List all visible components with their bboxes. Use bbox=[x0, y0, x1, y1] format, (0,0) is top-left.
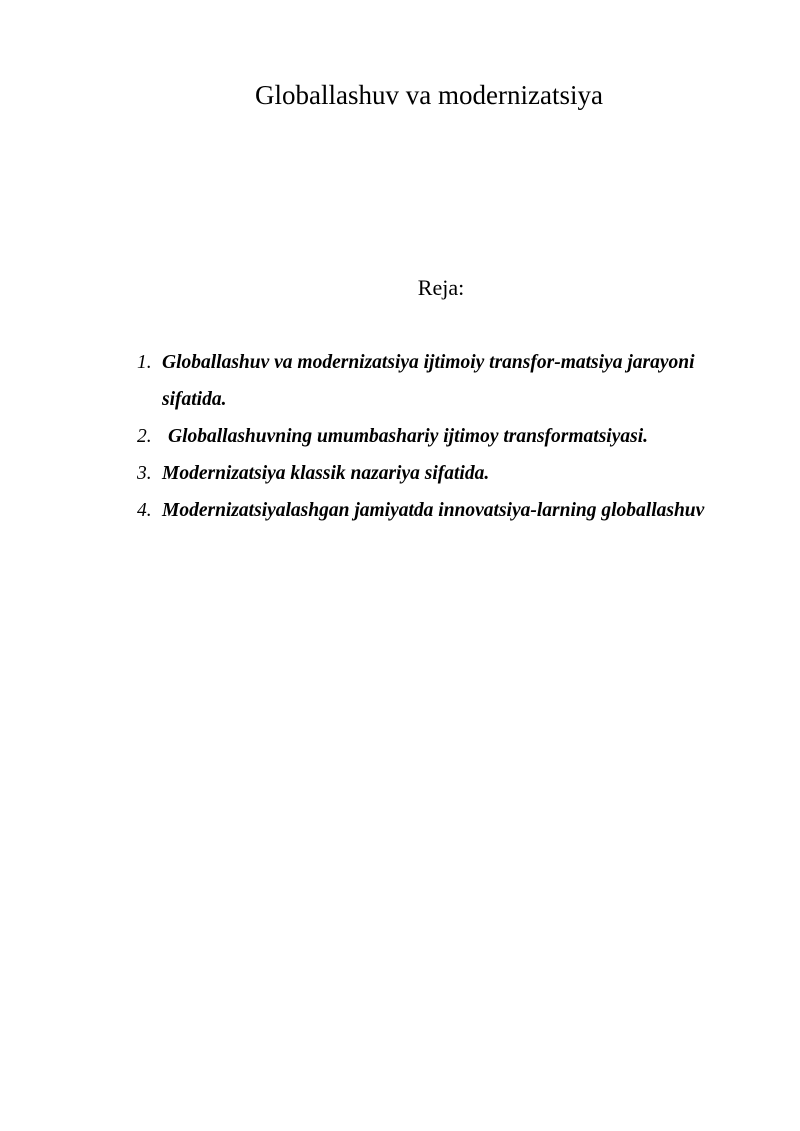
plan-item-number: 2. bbox=[137, 426, 152, 447]
plan-item-4 bbox=[137, 492, 737, 529]
plan-item-number: 4. bbox=[137, 500, 152, 521]
plan-item-number: 3. bbox=[137, 463, 152, 484]
plan-item-2 bbox=[137, 418, 737, 455]
plan-item-3 bbox=[137, 455, 737, 492]
plan-item-text: Modernizatsiyalashgan jamiyatda innovatsiya-larning globallashuv bbox=[162, 500, 705, 521]
document-title: Globallashuv va modernizatsiya bbox=[255, 80, 603, 110]
plan-item-text: Modernizatsiya klassik nazariya sifatida. bbox=[162, 463, 490, 484]
plan-item-number: 1. bbox=[137, 352, 152, 373]
plan-item-text: Globallashuv va modernizatsiya ijtimoiy transfor-matsiya jarayoni sifatida. bbox=[162, 352, 695, 410]
plan-item-1 bbox=[137, 344, 737, 418]
plan-heading: Reja: bbox=[417, 275, 465, 300]
plan-item-text: Globallashuvning umumbashariy ijtimoy transformatsiyasi. bbox=[168, 426, 649, 447]
plan-list bbox=[137, 344, 737, 529]
